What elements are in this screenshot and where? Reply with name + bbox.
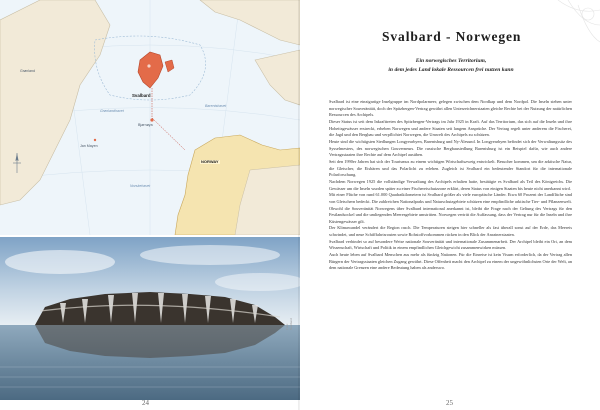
map-label-greenland-sea: Grønlandhavet [100, 109, 124, 113]
body-paragraph: Dieser Status ist seit dem Inkrafttreten des Spitzbergen-Vertrags im Jahr 1925 in Kraft. Auf das Territorium, das sich auf die Inseln und ihre Hoheitsgewässer erstreckt, erheben Norwegen und andere Staaten seit langem Ansprüche. Der Vertrag regelt unter anderem die Fischerei, die Jagd und den Bergbau und verpflichtet Norwegen, die Umwelt des Archipels zu schützen. [329, 118, 572, 138]
body-paragraph: Der Klimawandel verändert die Region rasch. Die Temperaturen steigen hier schneller als fast überall sonst auf der Erde, das Meereis schwindet, und neue Schifffahrtsrouten sowie Rohstoffvorkommen rücken in den Blick der Anrainerstaaten. [329, 225, 572, 238]
compass-rose-icon [12, 152, 22, 174]
photo-image [0, 237, 300, 400]
article-body [329, 99, 572, 272]
body-paragraph: Svalbard ist eine einzigartige Inselgruppe im Nordpolarmeer, gelegen zwischen dem Nordkap und dem Nordpol. Die Inseln stehen unter norwegischer Souveränität, doch der Spitzbergen-Vertrag gewährt allen Unterzeichnerstaaten gleiche Rechte bei der Nutzung der natürlichen Ressourcen des Archipels. [329, 99, 572, 118]
page-number-left: 24 [142, 399, 149, 407]
map-graphic [0, 0, 300, 235]
body-paragraph: Obwohl die Souveränität Norwegens über Svalbard international anerkannt ist, bleibt die Frage nach der Geltung des Vertrags für den Festlandsockel und die umliegenden Meeresgebiete umstritten. Norwegen vertritt die Auffassung, dass der Vertrag nur für die Inseln und ihre Küstengewässer gilt. [329, 205, 572, 224]
article-title: Svalbard - Norwegen [382, 29, 522, 44]
page-number-right: 25 [446, 399, 453, 407]
body-paragraph: Mit einer Fläche von rund 61.000 Quadratkilometern ist Svalbard größer als viele europäische Länder. Etwa 60 Prozent der Landfläche sind von Gletschern bedeckt. Die zahlreichen Nationalparks und Naturschutzgebiete schützen eine empfindliche arktische Tier- und Pflanzenwelt. [329, 192, 572, 204]
body-paragraph: Auch heute leben auf Svalbard Menschen aus mehr als fünfzig Nationen. Für die Einreise ist kein Visum erforderlich, da der Vertrag allen Bürgern der Vertragsstaaten gleichen Zugang gewährt. Diese Offenheit macht den Archipel zu einem der ungewöhnlichsten Orte der Welt, an dem nationale Grenzen eine andere Bedeutung haben als anderswo. [329, 252, 572, 271]
map-label-bear-island: Bjørnøya [138, 123, 153, 127]
svalbard-landscape-photo [0, 237, 300, 400]
map-label-norway: NORWAY [201, 159, 219, 164]
map-label-svalbard: Svalbard [132, 93, 151, 98]
map-label-jan-mayen: Jan Mayen [80, 144, 98, 148]
subtitle-line: in dem jedes Land lokale Ressourcen frei nutzen kann [388, 66, 514, 73]
map-label-barents-sea: Barentshavet [205, 104, 227, 108]
map-of-svalbard-and-norway [0, 0, 300, 235]
body-paragraph: Svalbard verbindet so auf besondere Weise nationale Souveränität und internationale Zusammenarbeit. Der Archipel bleibt ein Ort, an dem Wissenschaft, Wirtschaft und Politik in einem empfindlichen Gleichgewicht zusammenwirken müssen. [329, 238, 572, 251]
decorative-corner-graphic-icon [548, 0, 600, 60]
subtitle-line: Ein norwegisches Territorium, [415, 58, 487, 64]
article-subtitle [358, 57, 544, 74]
body-paragraph: Seit den 1990er Jahren hat sich der Tourismus zu einem wichtigen Wirtschaftszweig entwickelt. Besucher kommen, um die arktische Natur, die Gletscher, die Eisbären und das Polarlicht zu erleben. Zugleich ist Svalbard ein bedeutender Standort für die internationale Polarforschung. [329, 158, 572, 178]
right-page [300, 0, 600, 410]
map-label-greenland: Grønland [20, 69, 35, 73]
photo-credit: Foto: Svalbard [285, 318, 293, 330]
body-paragraph: Nachdem Norwegen 1925 die vollständige Verwaltung des Archipels erhalten hatte, bestätigte es Svalbard als Teil des Königreichs. Die Gewässer um die Inseln wurden später zu einer Fischereischutzzone erklärt, deren Status von einigen Staaten bis heute nicht anerkannt wird. [329, 178, 572, 191]
body-paragraph: Heute sind die wichtigsten Siedlungen Longyearbyen, Barentsburg und Ny-Ålesund. In Longyearbyen befindet sich der Verwaltungssitz des Sysselmesters, des norwegischen Gouverneurs. Die russische Bergbausiedlung Barentsburg ist ein Beispiel dafür, wie auch andere Vertragsstaaten ihre Rechte auf dem Archipel ausüben. [329, 138, 572, 158]
map-label-norwegian-sea: Norskehavet [130, 184, 151, 188]
